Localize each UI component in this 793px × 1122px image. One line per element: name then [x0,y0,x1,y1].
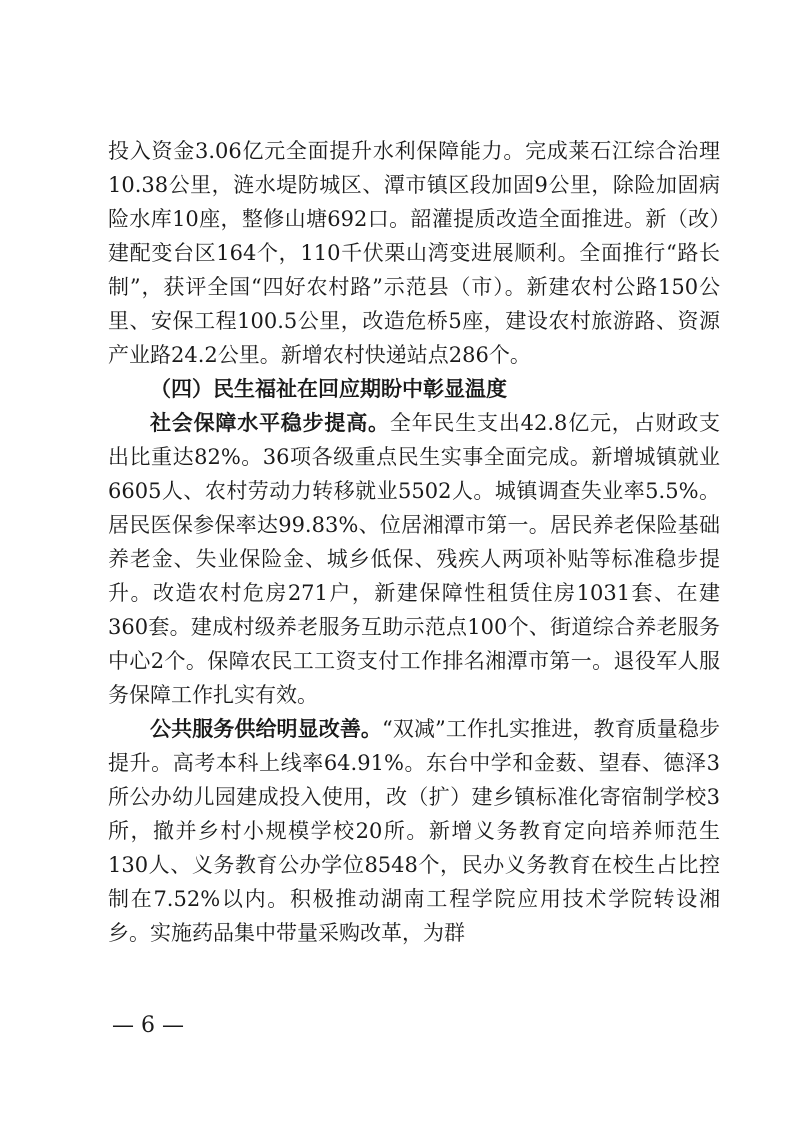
paragraph-water-roads: 投入资金3.06亿元全面提升水利保障能力。完成莱石江综合治理10.38公里，涟水堤防城区、潭市镇区段加固9公里，除险加固病险水库10座，整修山塘692口。韶灌提质改造全面推进。新（改）建配变台区164个，110千伏栗山湾变进展顺利。全面推行“路长制”，获评全国“四好农村路”示范县（市）。新建农村公路150公里、安保工程100.5公里，改造危桥5座，建设农村旅游路、资源产业路24.2公里。新增农村快递站点286个。 [108,139,720,367]
section-heading: （四）民生福祉在回应期盼中彰显温度 [150,377,507,401]
paragraph-social-security [108,406,720,712]
paragraph-lead: 公共服务供给明显改善。 [150,717,383,741]
page-number: — 6 — [112,1013,184,1038]
paragraph-body: 全年民生支出42.8亿元，占财政支出比重达82%。36项各级重点民生实事全面完成。新增城镇就业6605人、农村劳动力转移就业5502人。城镇调查失业率5.5%。居民医保参保率达99.83%、位居湘潭市第一。居民养老保险基础养老金、失业保险金、城乡低保、残疾人两项补贴等标准稳步提升。改造农村危房271户，新建保障性租赁住房1031套、在建360套。建成村级养老服务互助示范点100个、街道综合养老服务中心2个。保障农民工工资支付工作排名湘潭市第一。退役军人服务保障工作扎实有效。 [108,411,721,707]
body-text [108,134,720,950]
paragraph-body: “双减”工作扎实推进，教育质量稳步提升。高考本科上线率64.91%。东台中学和金薮、望春、德泽3所公办幼儿园建成投入使用，改（扩）建乡镇标准化寄宿制学校3所，撤并乡村小规模学校20所。新增义务教育定向培养师范生130人、义务教育公办学位8548个，民办义务教育在校生占比控制在7.52%以内。积极推动湖南工程学院应用技术学院转设湘乡。实施药品集中带量采购改革，为群 [108,717,720,945]
paragraph-lead: 社会保障水平稳步提高。 [150,411,390,435]
paragraph-public-services [108,712,720,950]
